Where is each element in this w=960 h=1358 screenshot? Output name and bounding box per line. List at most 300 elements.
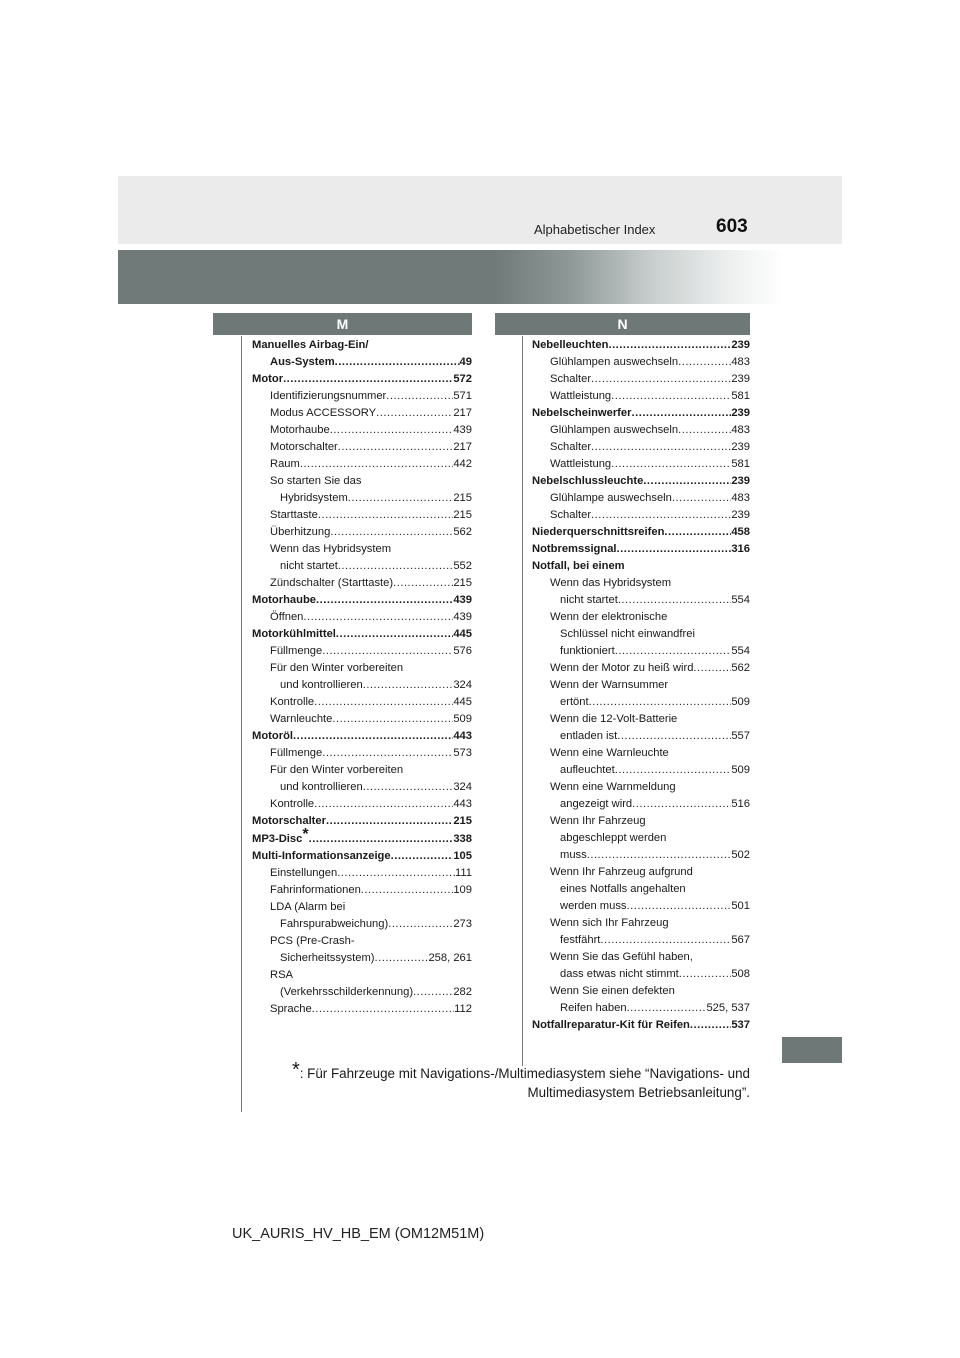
entry-page: 111: [454, 867, 472, 879]
entry-term: [560, 932, 600, 949]
entry-page: 109: [453, 884, 472, 896]
index-entry: [532, 337, 750, 354]
entry-page: 576: [453, 645, 472, 657]
column-divider-left: [241, 336, 242, 1112]
index-entry: [532, 626, 750, 643]
entry-term-text: Glühlampen auswechseln: [550, 424, 679, 436]
entry-term: [280, 490, 348, 507]
dot-leader: [632, 405, 732, 422]
entry-term-text: Schalter: [550, 373, 592, 385]
index-entry: [532, 813, 750, 830]
entry-term: [550, 747, 669, 759]
entry-term: [560, 592, 618, 609]
dot-leader: [314, 796, 453, 813]
entry-term-text: Glühlampe auswechseln: [550, 492, 672, 504]
index-entry: [252, 405, 472, 422]
document-id: UK_AURIS_HV_HB_EM (OM12M51M): [232, 1226, 485, 1242]
entry-page: 439: [453, 611, 472, 623]
index-column-n: [532, 337, 750, 1034]
entry-term: [252, 339, 368, 351]
entry-term-text: Motoröl: [252, 730, 294, 742]
dot-leader: [322, 745, 453, 762]
entry-term-text: Motor: [252, 373, 284, 385]
entry-term-text: Wenn Ihr Fahrzeug: [550, 815, 646, 827]
entry-term-text: So starten Sie das: [270, 475, 362, 487]
dot-leader: [314, 694, 453, 711]
entry-term: [252, 826, 309, 848]
entry-term-text: Überhitzung: [270, 526, 331, 538]
index-entry: [532, 524, 750, 541]
entry-page: 324: [453, 781, 472, 793]
index-entry: [532, 1000, 750, 1017]
entry-page: 105: [453, 850, 472, 862]
entry-term-text: Füllmenge: [270, 747, 323, 759]
entry-term: [560, 966, 679, 983]
entry-term: [550, 371, 591, 388]
entry-page: 316: [731, 543, 750, 555]
entry-page: 573: [453, 747, 472, 759]
index-entry: [532, 779, 750, 796]
entry-term: [270, 865, 337, 882]
entry-term: [550, 660, 693, 677]
entry-term: [280, 558, 338, 575]
letter-heading-m: M: [213, 313, 472, 335]
index-entry: [532, 915, 750, 932]
entry-term: [560, 898, 627, 915]
entry-term: [532, 337, 608, 354]
index-entry: [252, 677, 472, 694]
entry-page: 516: [731, 798, 750, 810]
entry-term-text: Wenn eine Warnleuchte: [550, 747, 669, 759]
index-entry: [532, 847, 750, 864]
entry-term: [270, 354, 335, 371]
entry-term-text: Schlüssel nicht einwandfrei: [560, 628, 695, 640]
dot-leader: [336, 626, 453, 643]
index-entry: [532, 439, 750, 456]
entry-term: [270, 609, 303, 626]
entry-term: [550, 422, 678, 439]
entry-term-text: nicht startet: [560, 594, 618, 606]
index-entry: [532, 983, 750, 1000]
entry-term: [532, 473, 643, 490]
dot-leader: [337, 865, 455, 882]
entry-page: 442: [453, 458, 472, 470]
dot-leader: [303, 609, 453, 626]
entry-term: [270, 405, 376, 422]
entry-term-text: angezeigt wird: [560, 798, 633, 810]
dot-leader: [322, 643, 453, 660]
entry-term-text: Kontrolle: [270, 798, 315, 810]
entry-term-text: Wattleistung: [550, 390, 612, 402]
entry-page: 445: [453, 696, 472, 708]
entry-term-text: ertönt: [560, 696, 589, 708]
index-entry: [252, 660, 472, 677]
entry-page: 239: [731, 475, 750, 487]
entry-term-text: entladen ist: [560, 730, 618, 742]
index-entry: [532, 405, 750, 422]
dot-leader: [326, 813, 453, 830]
entry-page: 239: [731, 339, 750, 351]
entry-term: [550, 985, 675, 997]
dot-leader: [678, 354, 731, 371]
entry-term: [560, 832, 666, 844]
entry-page: 439: [453, 424, 472, 436]
entry-term-text: Nebelleuchten: [532, 339, 609, 351]
entry-term: [270, 388, 386, 405]
entry-term-text: Motorhaube: [270, 424, 330, 436]
dot-leader: [591, 371, 731, 388]
entry-term-text: Kontrolle: [270, 696, 315, 708]
entry-term-text: Aus-System: [270, 356, 335, 368]
entry-term: [550, 951, 693, 963]
index-entry: [532, 1017, 750, 1034]
dot-leader: [690, 1017, 731, 1034]
index-entry: [252, 865, 472, 882]
entry-page: 273: [453, 918, 472, 930]
entry-page: 483: [731, 356, 750, 368]
entry-term: [560, 728, 617, 745]
entry-term-text: Motorhaube: [252, 594, 317, 606]
entry-term-text: LDA (Alarm bei: [270, 901, 346, 913]
entry-page: 509: [731, 764, 750, 776]
entry-term-text: Wenn die 12-Volt-Batterie: [550, 713, 678, 725]
entry-term-text: Identifizierungsnummer: [270, 390, 387, 402]
entry-term-text: Öffnen: [270, 611, 304, 623]
entry-page: 509: [731, 696, 750, 708]
entry-page: 217: [453, 441, 472, 453]
entry-term-text: und kontrollieren: [280, 781, 363, 793]
entry-term-text: Für den Winter vorbereiten: [270, 764, 404, 776]
entry-page: 554: [731, 645, 750, 657]
index-entry: [532, 694, 750, 711]
index-entry: [252, 575, 472, 592]
entry-term-text: Manuelles Airbag-Ein/: [252, 339, 369, 351]
entry-term: [560, 628, 695, 640]
dot-leader: [617, 541, 732, 558]
dot-leader: [611, 456, 731, 473]
entry-term: [532, 405, 632, 422]
entry-term-text: PCS (Pre-Crash-: [270, 935, 355, 947]
entry-term: [270, 796, 314, 813]
footnote-text-1: : Für Fahrzeuge mit Navigations-/Multimediasystem siehe “Navigations- und: [299, 1066, 750, 1081]
entry-page: 562: [731, 662, 750, 674]
entry-term: [550, 354, 678, 371]
entry-asterisk: *: [302, 826, 309, 843]
entry-term: [252, 592, 316, 609]
index-entry: [532, 932, 750, 949]
index-entry: [532, 592, 750, 609]
index-entry: [252, 813, 472, 830]
index-entry: [252, 694, 472, 711]
dot-leader: [348, 490, 454, 507]
index-entry: [252, 711, 472, 728]
index-entry: [252, 456, 472, 473]
index-entry: [252, 422, 472, 439]
entry-page: 554: [731, 594, 750, 606]
entry-term-text: Einstellungen: [270, 867, 338, 879]
entry-page: 338: [453, 833, 472, 845]
entry-page: 552: [453, 560, 472, 572]
column-divider-middle: [522, 336, 523, 1066]
index-entry: [252, 728, 472, 745]
entry-term-text: Niederquerschnittsreifen: [532, 526, 665, 538]
entry-term-text: und kontrollieren: [280, 679, 363, 691]
entry-term: [560, 1000, 627, 1017]
dot-leader: [600, 932, 731, 949]
dot-leader: [316, 592, 453, 609]
index-entry: [532, 745, 750, 762]
index-entry: [252, 354, 472, 371]
entry-term-text: Wenn Sie das Gefühl haben,: [550, 951, 693, 963]
entry-page: 258, 261: [428, 952, 472, 964]
entry-term-text: Wenn das Hybridsystem: [550, 577, 672, 589]
entry-term: [270, 1001, 312, 1018]
entry-term-text: abgeschleppt werden: [560, 832, 667, 844]
entry-page: 239: [731, 509, 750, 521]
entry-term: [270, 543, 391, 555]
dot-leader: [386, 388, 453, 405]
footnote-line-2: Multimediasystem Betriebsanleitung”.: [527, 1085, 750, 1100]
dot-leader: [693, 660, 731, 677]
index-entry: [252, 643, 472, 660]
index-entry: [252, 796, 472, 813]
entry-term: [532, 541, 617, 558]
index-entry: [532, 388, 750, 405]
entry-term: [560, 694, 589, 711]
entry-term-text: Für den Winter vorbereiten: [270, 662, 404, 674]
entry-term: [270, 475, 361, 487]
entry-term-text: Schalter: [550, 441, 592, 453]
index-entry: [532, 881, 750, 898]
index-entry: [252, 933, 472, 950]
entry-term-text: Sicherheitssystem): [280, 952, 375, 964]
footnote-line-1: [270, 1059, 750, 1083]
index-entry: [252, 592, 472, 609]
entry-term: [270, 764, 403, 776]
entry-page: 445: [453, 628, 472, 640]
entry-page: 215: [453, 492, 472, 504]
dot-leader: [361, 882, 454, 899]
entry-page: 508: [731, 968, 750, 980]
entry-term-text: aufleuchtet: [560, 764, 615, 776]
entry-term-text: Füllmenge: [270, 645, 323, 657]
dot-leader: [632, 796, 731, 813]
letter-heading-n: N: [495, 313, 750, 335]
index-entry: [252, 473, 472, 490]
entry-page: 282: [453, 986, 472, 998]
index-entry: [252, 899, 472, 916]
index-entry: [252, 1001, 472, 1018]
dot-leader: [363, 677, 454, 694]
entry-term-text: werden muss: [560, 900, 627, 912]
entry-term: [280, 916, 388, 933]
entry-page: 572: [453, 373, 472, 385]
index-entry: [532, 864, 750, 881]
index-entry: [532, 456, 750, 473]
entry-page: 439: [453, 594, 472, 606]
entry-term-text: Multi-Informationsanzeige: [252, 850, 391, 862]
dot-leader: [363, 779, 454, 796]
entry-term: [270, 422, 330, 439]
entry-term: [532, 1017, 690, 1034]
dot-leader: [608, 337, 731, 354]
entry-term: [560, 847, 587, 864]
entry-term-text: Motorschalter: [252, 815, 326, 827]
entry-term: [270, 507, 318, 524]
dot-leader: [589, 694, 732, 711]
entry-term-text: Wenn der Warnsummer: [550, 679, 669, 691]
entry-term: [270, 439, 338, 456]
index-entry: [532, 796, 750, 813]
entry-term: [550, 917, 669, 929]
index-entry: [532, 949, 750, 966]
dot-leader: [627, 1000, 707, 1017]
entry-page: 215: [453, 509, 472, 521]
entry-term: [270, 901, 345, 913]
entry-term-text: MP3-Disc: [252, 833, 303, 845]
entry-term-text: Wenn der Motor zu heiß wird: [550, 662, 694, 674]
entry-page: 501: [731, 900, 750, 912]
index-entry: [532, 354, 750, 371]
entry-term-text: (Verkehrsschilderkennung): [280, 986, 414, 998]
section-title: Alphabetischer Index: [534, 222, 656, 237]
index-entry: [532, 558, 750, 575]
index-entry: [532, 643, 750, 660]
index-entry: [252, 371, 472, 388]
dot-leader: [591, 439, 731, 456]
index-entry: [252, 779, 472, 796]
dot-leader: [312, 1001, 454, 1018]
entry-term: [550, 781, 676, 793]
index-entry: [532, 660, 750, 677]
entry-term: [280, 950, 375, 967]
entry-term: [270, 456, 300, 473]
index-entry: [532, 490, 750, 507]
entry-term: [560, 643, 615, 660]
decorative-band: [118, 250, 842, 304]
dot-leader: [591, 507, 731, 524]
entry-term-text: nicht startet: [280, 560, 338, 572]
entry-page: 239: [731, 407, 750, 419]
index-entry: [252, 558, 472, 575]
index-entry: [532, 728, 750, 745]
dot-leader: [391, 848, 454, 865]
index-entry: [532, 830, 750, 847]
entry-term-text: Wenn der elektronische: [550, 611, 668, 623]
entry-term: [532, 560, 625, 572]
dot-leader: [617, 728, 731, 745]
entry-page: 458: [731, 526, 750, 538]
dot-leader: [332, 711, 453, 728]
entry-term-text: Schalter: [550, 509, 592, 521]
dot-leader: [618, 592, 732, 609]
entry-term-text: Sprache: [270, 1003, 312, 1015]
entry-page: 562: [453, 526, 472, 538]
entry-page: 581: [731, 458, 750, 470]
dot-leader: [293, 728, 453, 745]
entry-term-text: muss: [560, 849, 587, 861]
entry-page: 215: [453, 815, 472, 827]
entry-term: [280, 984, 413, 1001]
entry-term-text: Nebelschlussleuchte: [532, 475, 644, 487]
entry-term-text: Notbremssignal: [532, 543, 617, 555]
entry-term-text: Glühlampen auswechseln: [550, 356, 679, 368]
entry-term: [560, 883, 686, 895]
entry-term-text: Wenn Sie einen defekten: [550, 985, 675, 997]
entry-term: [550, 679, 668, 691]
index-entry: [532, 711, 750, 728]
entry-term-text: Notfall, bei einem: [532, 560, 625, 572]
index-entry: [252, 626, 472, 643]
entry-term: [560, 762, 615, 779]
index-entry: [532, 677, 750, 694]
dot-leader: [375, 950, 429, 967]
entry-page: 537: [731, 1019, 750, 1031]
entry-term: [270, 745, 322, 762]
chapter-tab-marker: [782, 1037, 842, 1063]
entry-term: [550, 490, 672, 507]
dot-leader: [643, 473, 731, 490]
entry-term: [270, 711, 332, 728]
entry-term: [280, 779, 363, 796]
entry-term-text: Warnleuchte: [270, 713, 333, 725]
index-entry: [252, 916, 472, 933]
entry-term: [550, 815, 646, 827]
entry-page: 483: [731, 424, 750, 436]
entry-term: [270, 575, 393, 592]
dot-leader: [627, 898, 732, 915]
entry-term-text: Fahrspurabweichung): [280, 918, 389, 930]
entry-term-text: dass etwas nicht stimmt: [560, 968, 679, 980]
entry-term: [550, 577, 671, 589]
entry-term-text: Nebelscheinwerfer: [532, 407, 632, 419]
entry-term: [532, 524, 664, 541]
entry-page: 567: [731, 934, 750, 946]
index-entry: [252, 609, 472, 626]
dot-leader: [587, 847, 732, 864]
entry-term: [270, 935, 355, 947]
entry-page: 581: [731, 390, 750, 402]
entry-term-text: Wenn sich Ihr Fahrzeug: [550, 917, 669, 929]
entry-page: 557: [731, 730, 750, 742]
entry-page: 525, 537: [706, 1002, 750, 1014]
entry-page: 49: [459, 356, 472, 368]
index-entry: [252, 507, 472, 524]
dot-leader: [283, 371, 453, 388]
entry-page: 571: [453, 390, 472, 402]
dot-leader: [300, 456, 453, 473]
entry-term: [270, 662, 403, 674]
entry-term: [280, 677, 363, 694]
dot-leader: [393, 575, 453, 592]
entry-term-text: Notfallreparatur-Kit für Reifen: [532, 1019, 690, 1031]
index-entry: [252, 524, 472, 541]
entry-term-text: Fahrinformationen: [270, 884, 361, 896]
index-column-m: [252, 337, 472, 1018]
entry-term: [252, 813, 326, 830]
index-entry: [532, 473, 750, 490]
dot-leader: [611, 388, 731, 405]
entry-term: [550, 611, 667, 623]
entry-term: [252, 848, 391, 865]
entry-term-text: Raum: [270, 458, 300, 470]
entry-term: [550, 439, 591, 456]
entry-term: [550, 713, 677, 725]
index-entry: [532, 541, 750, 558]
index-entry: [252, 950, 472, 967]
dot-leader: [335, 354, 460, 371]
entry-term-text: funktioniert: [560, 645, 615, 657]
